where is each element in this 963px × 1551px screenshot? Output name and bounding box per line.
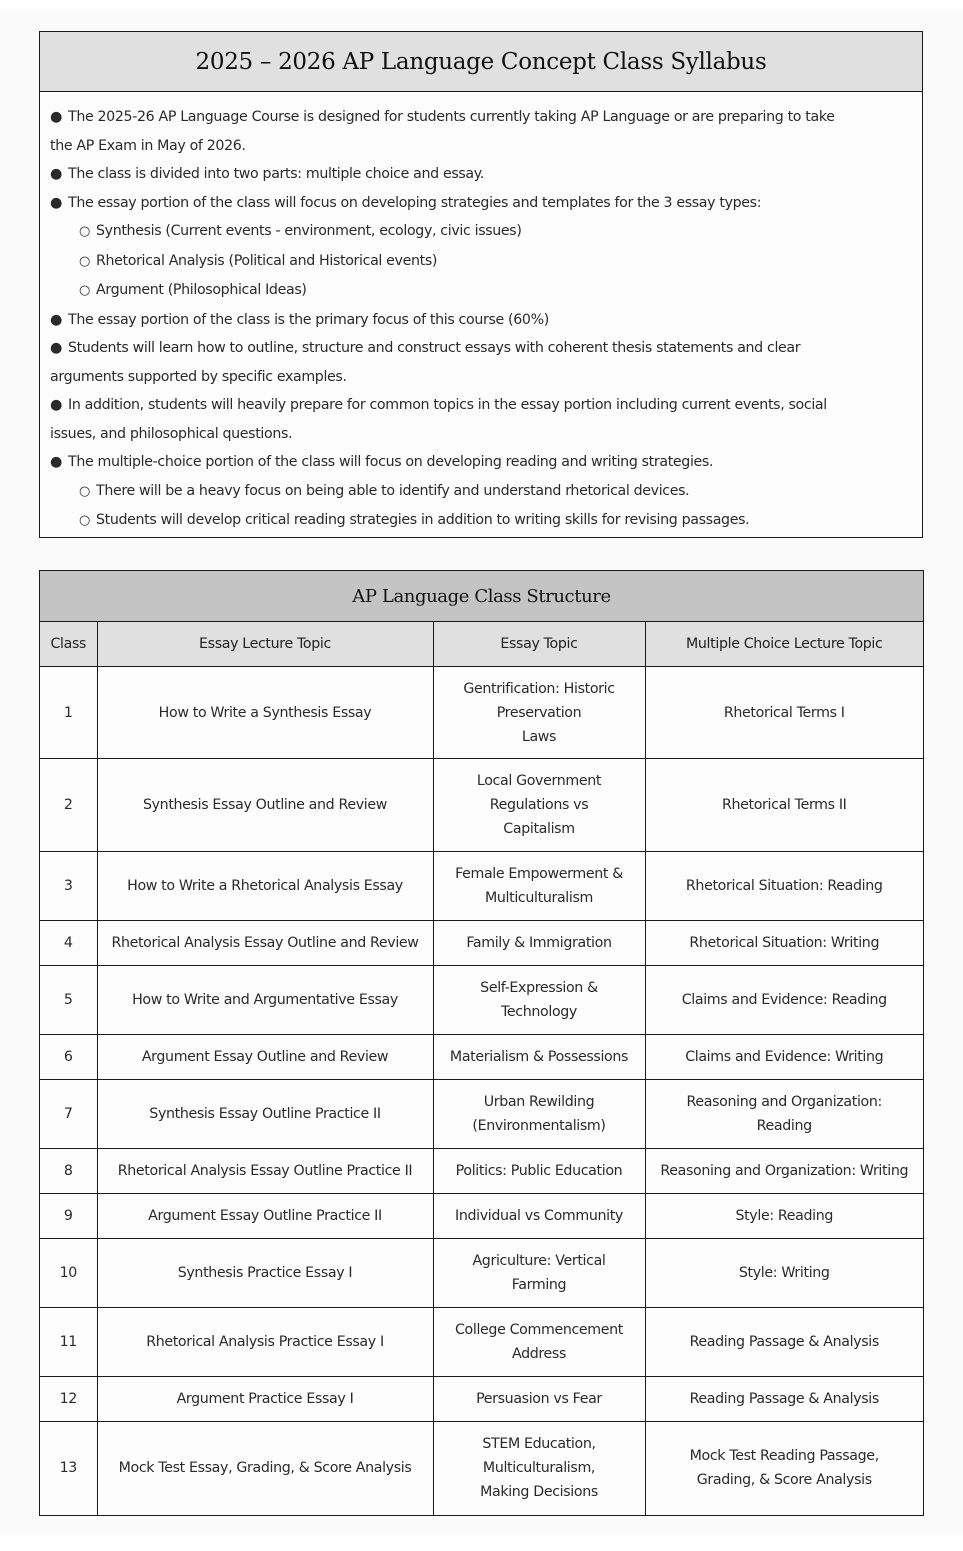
syllabus-line <box>50 160 912 189</box>
syllabus-line <box>50 276 912 306</box>
cell-line: Rhetorical Terms I <box>723 704 845 721</box>
table-row <box>40 1194 923 1239</box>
syllabus-line <box>50 217 912 247</box>
class-number-cell: 8 <box>40 1149 97 1194</box>
cell-line: Style: Writing <box>738 1265 830 1281</box>
essay-lecture-cell: How to Write and Argumentative Essay <box>97 966 433 1035</box>
column-header-essay-lecture: Essay Lecture Topic <box>97 622 433 667</box>
class-number-cell: 12 <box>40 1377 97 1422</box>
cell-line: Reasoning and Organization: <box>686 1094 882 1110</box>
filled-bullet-icon: ● <box>50 109 63 125</box>
essay-lecture-cell: Argument Practice Essay I <box>97 1377 433 1422</box>
mc-lecture-cell <box>645 1239 923 1308</box>
mc-lecture-cell <box>645 1035 923 1080</box>
cell-line: Local Government <box>476 773 602 789</box>
table-row <box>40 1239 923 1308</box>
essay-topic-cell <box>433 1239 645 1308</box>
essay-topic-cell <box>433 1422 645 1515</box>
cell-line: Agriculture: Vertical <box>472 1253 606 1269</box>
syllabus-line-text: the AP Exam in May of 2026. <box>50 137 246 154</box>
syllabus-line-text: Synthesis (Current events - environment, ecology, civic issues) <box>96 223 522 239</box>
class-number-cell: 7 <box>40 1080 97 1149</box>
syllabus-line <box>50 363 912 392</box>
essay-lecture-cell: Argument Essay Outline and Review <box>97 1035 433 1080</box>
cell-line: Style: Reading <box>735 1208 834 1224</box>
cell-line: Persuasion vs Fear <box>476 1391 602 1407</box>
syllabus-line-text: arguments supported by specific examples. <box>50 368 347 385</box>
cell-line: Rhetorical Situation: Writing <box>689 935 880 951</box>
cell-line: Reasoning and Organization: Writing <box>660 1163 909 1179</box>
table-row <box>40 1422 923 1515</box>
syllabus-line-text: The class is divided into two parts: multiple choice and essay. <box>68 166 484 182</box>
syllabus-line <box>50 391 912 420</box>
syllabus-line <box>50 189 912 218</box>
cell-line: Preservation <box>496 704 582 721</box>
essay-lecture-cell: Mock Test Essay, Grading, & Score Analysis <box>97 1422 433 1515</box>
filled-bullet-icon: ● <box>50 454 63 470</box>
cell-line: Claims and Evidence: Reading <box>681 992 887 1008</box>
cell-line: Reading <box>756 1118 812 1134</box>
mc-lecture-cell <box>645 852 923 921</box>
cell-line: (Environmentalism) <box>472 1118 606 1134</box>
document-page <box>0 10 963 1534</box>
syllabus-line <box>50 247 912 277</box>
table-row <box>40 1080 923 1149</box>
mc-lecture-cell <box>645 1377 923 1422</box>
syllabus-line <box>50 103 912 132</box>
syllabus-line-text: There will be a heavy focus on being able to identify and understand rhetorical devices. <box>96 482 690 499</box>
cell-line: Individual vs Community <box>455 1208 623 1224</box>
class-number-cell: 4 <box>40 921 97 966</box>
column-header-essay-topic: Essay Topic <box>433 622 645 667</box>
cell-line: Reading Passage & Analysis <box>689 1334 879 1350</box>
mc-lecture-cell <box>645 921 923 966</box>
table-row <box>40 1149 923 1194</box>
syllabus-line-text: issues, and philosophical questions. <box>50 425 293 442</box>
column-header-class: Class <box>40 622 97 667</box>
essay-lecture-cell: Rhetorical Analysis Practice Essay I <box>97 1308 433 1377</box>
syllabus-box <box>39 31 923 538</box>
cell-line: Rhetorical Situation: Reading <box>685 878 883 894</box>
table-row <box>40 667 923 759</box>
structure-title: AP Language Class Structure <box>40 571 923 622</box>
essay-lecture-cell: Synthesis Essay Outline and Review <box>97 759 433 852</box>
essay-lecture-cell: How to Write a Rhetorical Analysis Essay <box>97 852 433 921</box>
class-number-cell: 11 <box>40 1308 97 1377</box>
syllabus-line-text: The multiple-choice portion of the class will focus on developing reading and writing strategies. <box>68 454 714 470</box>
essay-topic-cell <box>433 1149 645 1194</box>
syllabus-line-text: Argument (Philosophical Ideas) <box>96 282 307 298</box>
syllabus-line-text: Students will develop critical reading strategies in addition to writing skills for revising passages. <box>96 512 750 528</box>
syllabus-title: 2025 – 2026 AP Language Concept Class Syllabus <box>40 32 922 92</box>
cell-line: Rhetorical Terms II <box>721 797 847 813</box>
essay-topic-cell <box>433 1035 645 1080</box>
header-row <box>40 622 923 667</box>
table-row <box>40 1377 923 1422</box>
cell-line: Technology <box>501 1004 577 1020</box>
essay-lecture-cell: Synthesis Practice Essay I <box>97 1239 433 1308</box>
cell-line: STEM Education, <box>482 1436 596 1453</box>
cell-line: Self-Expression & <box>480 980 598 996</box>
essay-lecture-cell: Rhetorical Analysis Essay Outline Practice II <box>97 1149 433 1194</box>
class-number-cell: 6 <box>40 1035 97 1080</box>
class-number-cell: 2 <box>40 759 97 852</box>
essay-topic-cell <box>433 1080 645 1149</box>
hollow-bullet-icon: ○ <box>79 483 90 499</box>
essay-lecture-cell: Argument Essay Outline Practice II <box>97 1194 433 1239</box>
syllabus-line-text: Students will learn how to outline, structure and construct essays with coherent thesis statements and clear <box>68 340 801 356</box>
cell-line: Capitalism <box>503 821 575 837</box>
mc-lecture-cell <box>645 759 923 852</box>
cell-line: Urban Rewilding <box>483 1094 595 1110</box>
table-row <box>40 759 923 852</box>
syllabus-line <box>50 306 912 335</box>
cell-line: Mock Test Reading Passage, <box>689 1448 879 1465</box>
essay-topic-cell <box>433 1194 645 1239</box>
cell-line: Farming <box>511 1277 567 1293</box>
essay-topic-cell <box>433 1377 645 1422</box>
syllabus-bullet-list <box>40 92 922 536</box>
syllabus-line <box>50 506 912 536</box>
filled-bullet-icon: ● <box>50 311 63 328</box>
cell-line: Multiculturalism, <box>482 1460 596 1477</box>
class-number-cell: 10 <box>40 1239 97 1308</box>
filled-bullet-icon: ● <box>50 166 63 182</box>
cell-line: Reading Passage & Analysis <box>689 1391 879 1407</box>
cell-line: Multiculturalism <box>485 890 593 906</box>
mc-lecture-cell <box>645 1194 923 1239</box>
essay-topic-cell <box>433 852 645 921</box>
essay-topic-cell <box>433 966 645 1035</box>
essay-lecture-cell: Rhetorical Analysis Essay Outline and Review <box>97 921 433 966</box>
syllabus-line-text: In addition, students will heavily prepare for common topics in the essay portion including current events, social <box>68 397 827 413</box>
cell-line: Politics: Public Education <box>455 1163 623 1179</box>
essay-topic-cell <box>433 759 645 852</box>
cell-line: Laws <box>521 728 557 745</box>
essay-lecture-cell: Synthesis Essay Outline Practice II <box>97 1080 433 1149</box>
mc-lecture-cell <box>645 1149 923 1194</box>
syllabus-line <box>50 448 912 477</box>
class-number-cell: 1 <box>40 667 97 759</box>
syllabus-line-text: Rhetorical Analysis (Political and Historical events) <box>96 252 438 269</box>
mc-lecture-cell <box>645 966 923 1035</box>
class-number-cell: 5 <box>40 966 97 1035</box>
hollow-bullet-icon: ○ <box>79 224 90 239</box>
cell-line: Materialism & Possessions <box>449 1049 629 1065</box>
class-number-cell: 9 <box>40 1194 97 1239</box>
essay-topic-cell <box>433 921 645 966</box>
class-structure-table <box>39 570 924 1516</box>
table-row <box>40 966 923 1035</box>
class-number-cell: 13 <box>40 1422 97 1515</box>
cell-line: Gentrification: Historic <box>463 680 615 697</box>
filled-bullet-icon: ● <box>50 397 63 413</box>
syllabus-line <box>50 420 912 449</box>
cell-line: Regulations vs <box>489 797 589 813</box>
cell-line: Address <box>511 1346 567 1362</box>
syllabus-line <box>50 334 912 363</box>
hollow-bullet-icon: ○ <box>79 513 90 528</box>
syllabus-line-text: The essay portion of the class is the primary focus of this course (60%) <box>68 311 549 328</box>
cell-line: Female Empowerment & <box>455 866 623 882</box>
syllabus-line-text: The essay portion of the class will focus on developing strategies and templates for the 3 essay types: <box>68 194 762 211</box>
cell-line: Making Decisions <box>480 1484 598 1501</box>
mc-lecture-cell <box>645 1422 923 1515</box>
cell-line: Family & Immigration <box>466 935 612 951</box>
syllabus-line <box>50 477 912 507</box>
mc-lecture-cell <box>645 1308 923 1377</box>
table-row <box>40 1035 923 1080</box>
syllabus-line-text: The 2025-26 AP Language Course is designed for students currently taking AP Language or are preparing to take <box>68 109 835 125</box>
cell-line: College Commencement <box>454 1322 624 1338</box>
cell-line: Claims and Evidence: Writing <box>685 1049 884 1065</box>
mc-lecture-cell <box>645 1080 923 1149</box>
class-number-cell: 3 <box>40 852 97 921</box>
structure-grid <box>40 622 923 1515</box>
column-header-mc-lecture: Multiple Choice Lecture Topic <box>645 622 923 667</box>
table-row <box>40 1308 923 1377</box>
hollow-bullet-icon: ○ <box>79 253 90 269</box>
essay-lecture-cell: How to Write a Synthesis Essay <box>97 667 433 759</box>
essay-topic-cell <box>433 1308 645 1377</box>
table-row <box>40 852 923 921</box>
mc-lecture-cell <box>645 667 923 759</box>
syllabus-line <box>50 132 912 161</box>
essay-topic-cell <box>433 667 645 759</box>
table-row <box>40 921 923 966</box>
cell-line: Grading, & Score Analysis <box>696 1472 872 1489</box>
filled-bullet-icon: ● <box>50 340 63 356</box>
hollow-bullet-icon: ○ <box>79 283 90 298</box>
filled-bullet-icon: ● <box>50 194 63 211</box>
